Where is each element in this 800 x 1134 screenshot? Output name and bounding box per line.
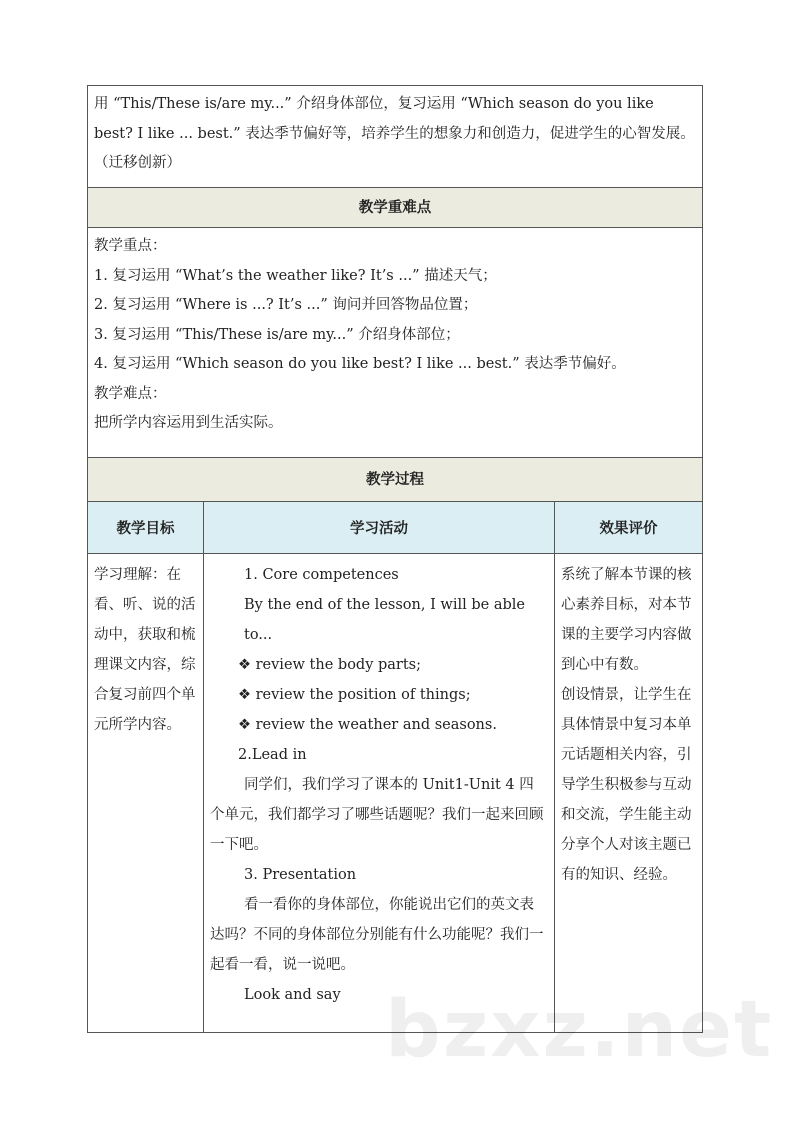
activity-bullet: ❖ review the position of things; [238, 687, 471, 703]
activity-line: 看一看你的身体部位，你能说出它们的英文表达吗？不同的身体部位分别能有什么功能呢？我们一起看一看，说一说吧。 [210, 897, 544, 973]
intro-tag: （迁移创新） [94, 155, 181, 171]
key-line: 教学难点： [94, 385, 167, 402]
activity-line: 1. Core competences [244, 567, 399, 583]
evaluation-cell [555, 554, 702, 1032]
activity-line: 同学们，我们学习了课本的 Unit1-Unit 4 四个单元，我们都学习了哪些话题呢？我们一起来回顾一下吧。 [210, 777, 544, 853]
evaluation-text: 系统了解本节课的核心素养目标，对本节课的主要学习内容做到心中有数。 [561, 567, 692, 673]
col-header-goal: 教学目标 [88, 502, 204, 553]
key-line: 把所学内容运用到生活实际。 [94, 415, 283, 431]
activities-cell [204, 554, 555, 1032]
col-header-activities: 学习活动 [204, 502, 555, 553]
process-row [88, 554, 702, 1032]
key-points-cell [88, 228, 702, 458]
process-header: 教学过程 [88, 458, 702, 502]
key-line: 1. 复习运用 “What’s the weather like? It’s ...” 描述天气； [94, 267, 497, 284]
col-header-evaluation: 效果评价 [599, 521, 658, 537]
activity-bullet: ❖ review the body parts; [238, 657, 422, 673]
key-points-header: 教学重难点 [88, 188, 702, 228]
key-line: 2. 复习运用 “Where is ...? It’s ...” 询问并回答物品位置； [94, 297, 478, 313]
column-headers [88, 502, 702, 554]
intro-text: 用 “This/These is/are my...” 介绍身体部位，复习运用 “Which season do you like best? I like ... best.” 表达季节偏好等，培养学生的想象力和创造力，促进学生的心智发展。 [94, 96, 695, 142]
activity-bullet: ❖ review the weather and seasons. [238, 717, 497, 733]
lesson-table [87, 85, 703, 1033]
evaluation-text: 创设情景，让学生在具体情景中复习本单元话题相关内容，引导学生积极参与互动和交流，学生能主动分享个人对该主题已有的知识、经验。 [561, 687, 692, 883]
intro-cell [88, 86, 702, 188]
watermark: bzxz.net [385, 985, 774, 1075]
key-line: 3. 复习运用 “This/These is/are my...” 介绍身体部位； [94, 326, 460, 343]
key-line: 教学重点： [94, 238, 167, 254]
key-line: 4. 复习运用 “Which season do you like best? I like ... best.” 表达季节偏好。 [94, 356, 626, 372]
activity-line: 2.Lead in [238, 747, 307, 763]
goal-cell: 学习理解：在看、听、说的活动中，获取和梳理课文内容，综合复习前四个单元所学内容。 [88, 554, 204, 1032]
activity-line: 3. Presentation [244, 867, 357, 883]
activity-line: Look and say [244, 987, 341, 1003]
activity-line: By the end of the lesson, I will be able to... [244, 597, 525, 643]
